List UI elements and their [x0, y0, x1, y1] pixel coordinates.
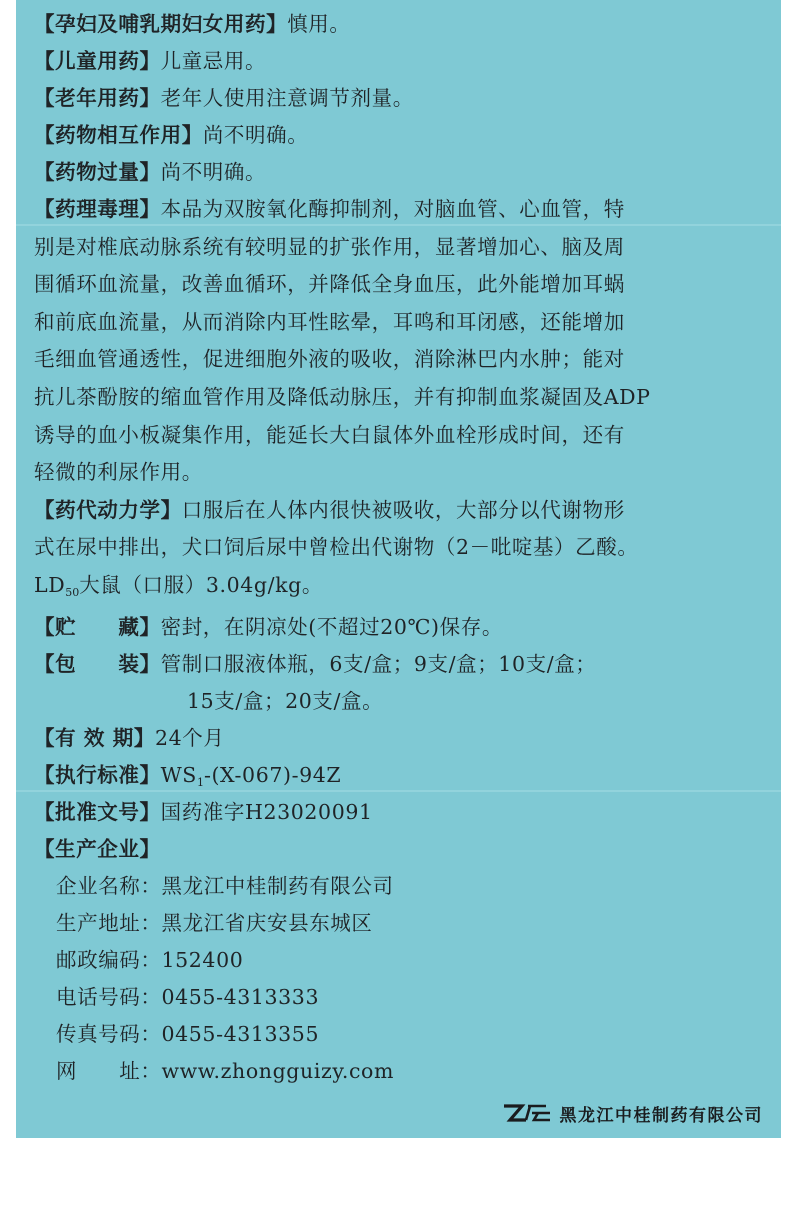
- section-pregnancy: [34, 6, 769, 43]
- section-text: 密封，在阴凉处(不超过20℃)保存。: [160, 614, 503, 639]
- company-postcode: 邮政编码：152400: [56, 947, 244, 972]
- section-label-row: [34, 831, 769, 868]
- section-packaging: [34, 646, 769, 683]
- section-text: 国药准字H23020091: [160, 799, 373, 824]
- paragraph-line: 和前底血流量，从而消除内耳性眩晕，耳鸣和耳闭感，还能增加: [34, 309, 625, 334]
- section-text: 口服后在人体内很快被吸收，大部分以代谢物形: [181, 497, 625, 522]
- section-interactions: [34, 117, 769, 154]
- ld-suffix: 大鼠（口服）3.04g/kg。: [79, 572, 323, 597]
- section-text: 儿童忌用。: [160, 49, 267, 73]
- section-label: 【执行标准】: [34, 762, 161, 787]
- company-website: 网 址：www.zhongguizy.com: [56, 1058, 395, 1083]
- ld50-line: [34, 567, 769, 605]
- section-children: [34, 43, 769, 80]
- section-label: 【批准文号】: [34, 799, 161, 824]
- packaging-continued: 15支/盒；20支/盒。: [187, 688, 384, 713]
- ld-prefix: LD: [34, 572, 66, 597]
- company-fax: 传真号码：0455-4313355: [56, 1021, 320, 1046]
- company-address: 生产地址：黑龙江省庆安县东城区: [56, 910, 373, 935]
- section-label: 【药物相互作用】: [34, 123, 203, 147]
- section-text: 管制口服液体瓶，6支/盒；9支/盒；10支/盒；: [160, 651, 597, 676]
- standard-suffix: -(X-067)-94Z: [203, 762, 342, 787]
- section-text: 尚不明确。: [202, 123, 309, 147]
- section-elderly: [34, 80, 769, 117]
- section-label: 【孕妇及哺乳期妇女用药】: [34, 12, 288, 36]
- paragraph-line: 别是对椎底动脉系统有较明显的扩张作用，显著增加心、脑及周: [34, 234, 625, 259]
- section-label: 【药物过量】: [34, 160, 161, 184]
- section-text: 尚不明确。: [160, 160, 267, 184]
- section-manufacturer: [34, 831, 769, 1090]
- paragraph-line: [34, 191, 769, 229]
- section-text: 老年人使用注意调节剂量。: [160, 86, 414, 110]
- section-text: 慎用。: [287, 12, 351, 36]
- paragraph-line: 毛细血管通透性，促进细胞外液的吸收，消除淋巴内水肿；能对: [34, 347, 625, 372]
- brand-name: 黑龙江中桂制药有限公司: [559, 1105, 763, 1126]
- paragraph-line: 轻微的利尿作用。: [34, 460, 203, 485]
- section-label: 【药理毒理】: [34, 197, 161, 221]
- section-standard: [34, 757, 769, 794]
- paragraph-line: 式在尿中排出，犬口饲后尿中曾检出代谢物（2－吡啶基）乙酸。: [34, 535, 639, 560]
- leaflet-sheet: [16, 0, 781, 1138]
- section-label: 【包 装】: [34, 651, 161, 676]
- brand-footer: [502, 1100, 764, 1126]
- zg-logo-icon: [502, 1102, 554, 1124]
- paragraph-line: 抗儿茶酚胺的缩血管作用及降低动脉压，并有抑制血浆凝固及ADP: [34, 384, 651, 409]
- section-label: 【生产企业】: [34, 836, 161, 861]
- section-label: 【老年用药】: [34, 86, 161, 110]
- section-label: 【有 效 期】: [34, 725, 155, 750]
- section-validity: [34, 720, 769, 757]
- standard-prefix: WS: [160, 762, 197, 787]
- company-phone: 电话号码：0455-4313333: [56, 984, 320, 1009]
- section-label: 【药代动力学】: [34, 497, 182, 522]
- section-label: 【儿童用药】: [34, 49, 161, 73]
- paragraph-line: 诱导的血小板凝集作用，能延长大白鼠体外血栓形成时间，还有: [34, 422, 625, 447]
- section-overdose: [34, 154, 769, 191]
- company-name: 企业名称：黑龙江中桂制药有限公司: [56, 873, 394, 898]
- section-text: 本品为双胺氧化酶抑制剂，对脑血管、心血管，特: [160, 197, 625, 221]
- section-storage: [34, 609, 769, 646]
- paragraph-line: 围循环血流量，改善血循环，并降低全身血压，此外能增加耳蜗: [34, 272, 625, 297]
- section-pharmacology: [34, 191, 769, 492]
- section-text: 24个月: [154, 725, 225, 750]
- section-label: 【贮 藏】: [34, 614, 161, 639]
- section-pharmacokinetics: [34, 492, 769, 605]
- ld-subscript: 50: [65, 585, 80, 599]
- leaflet-content: [34, 6, 769, 1090]
- section-approval: [34, 794, 769, 831]
- paragraph-line: [34, 492, 769, 530]
- standard-subscript: 1: [196, 775, 204, 789]
